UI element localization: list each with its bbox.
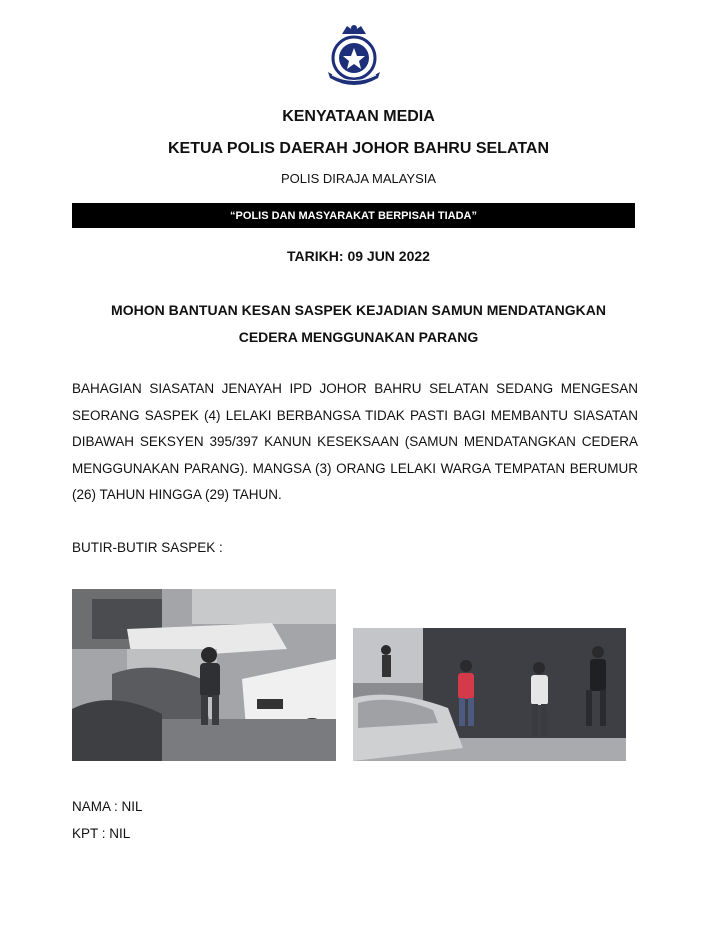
document-subtitle: KETUA POLIS DAERAH JOHOR BAHRU SELATAN	[167, 140, 550, 157]
heading-line-1: MOHON BANTUAN KESAN SASPEK KEJADIAN SAMUN MENDATANGKAN	[111, 302, 606, 318]
body-paragraph: BAHAGIAN SIASATAN JENAYAH IPD JOHOR BAHRU SELATAN SEDANG MENGESAN SEORANG SASPEK (4) LELAKI BERBANGSA TIDAK PASTI BAGI MEMBANTU SIASATAN DIBAWAH SEKSYEN 395/397 KANUN KESEKSAAN (SAMUN MENDATANGKAN CEDERA MENGGUNAKAN PARANG). MANGSA (3) ORANG LELAKI WARGA TEMPATAN BERUMUR (26) TAHUN HINGGA (29) TAHUN.	[72, 381, 638, 502]
heading-line-2: CEDERA MENGGUNAKAN PARANG	[238, 329, 479, 345]
motto-banner	[72, 203, 635, 228]
cctv-photo-suspects-walking	[353, 628, 626, 761]
suspect-kpt: KPT : NIL	[72, 826, 131, 841]
pdrm-crest-icon	[318, 22, 390, 90]
motto-text: “POLIS DAN MASYARAKAT BERPISAH TIADA”	[230, 209, 477, 222]
cctv-photo-suspect-near-cars	[72, 589, 336, 761]
date-line: TARIKH: 09 JUN 2022	[287, 248, 430, 264]
suspect-name: NAMA : NIL	[72, 799, 143, 814]
organization-name: POLIS DIRAJA MALAYSIA	[280, 171, 437, 186]
suspect-details-label: BUTIR-BUTIR SASPEK :	[72, 540, 223, 555]
document-title: KENYATAAN MEDIA	[282, 108, 435, 125]
